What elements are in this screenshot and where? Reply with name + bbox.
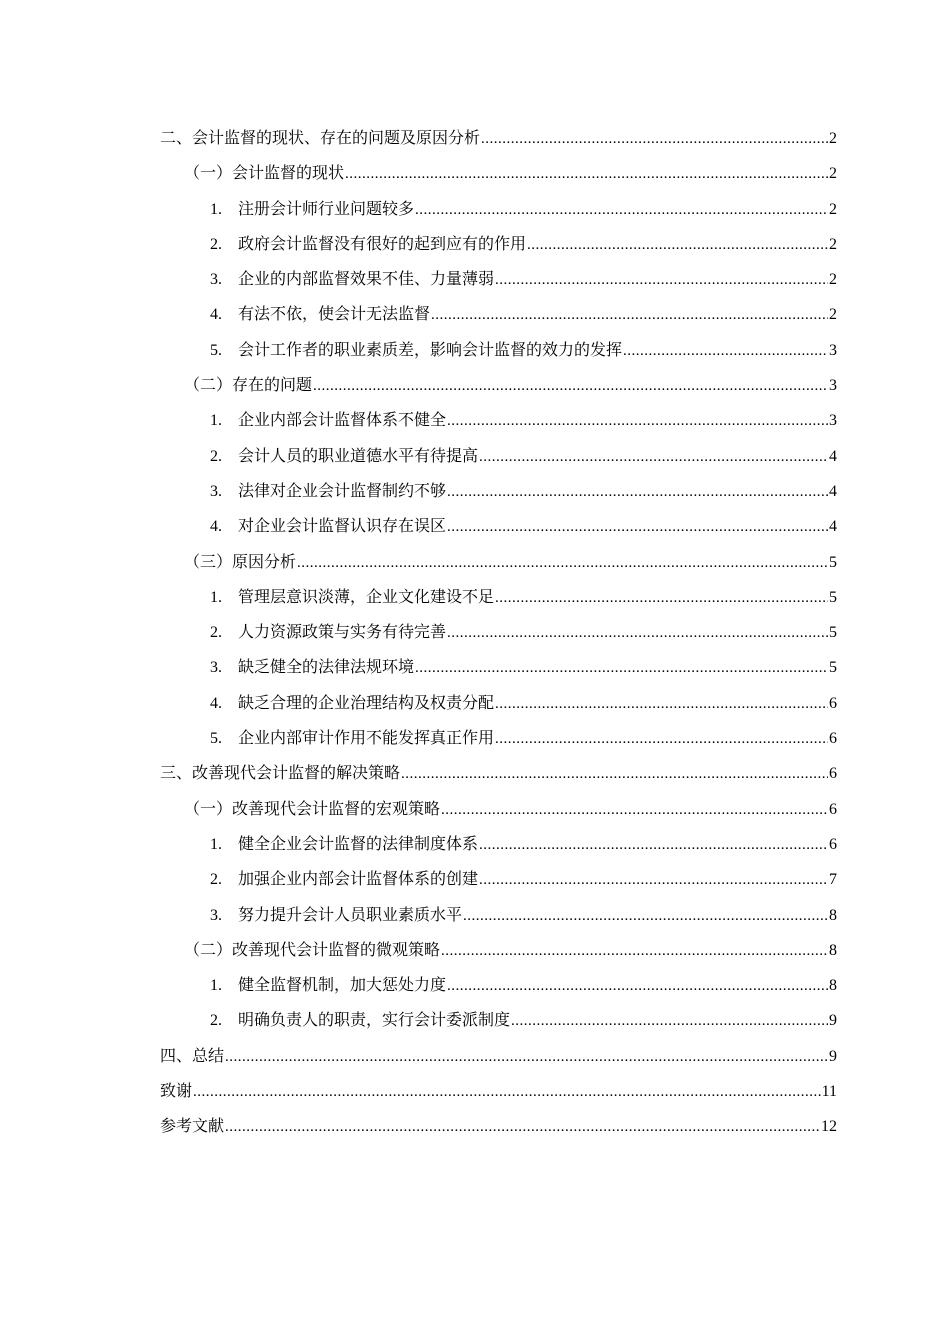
toc-leader-dots: [401, 757, 828, 792]
toc-page-number: 2: [829, 271, 837, 289]
toc-entry-title: 会计人员的职业道德水平有待提高: [238, 445, 479, 465]
toc-leader-dots: [447, 510, 828, 545]
toc-leader-dots: [441, 934, 828, 969]
toc-entry-number: 2.: [210, 235, 222, 253]
toc-entry-number: 1.: [210, 977, 222, 995]
table-of-contents: [160, 120, 837, 1144]
toc-entry-title: 企业内部审计作用不能发挥真正作用: [238, 728, 495, 748]
toc-entry-title: 明确负责人的职责，实行会计委派制度: [238, 1010, 511, 1030]
toc-leader-dots: [225, 1110, 820, 1145]
toc-page-number: 2: [829, 165, 837, 183]
toc-leader-dots: [463, 899, 828, 934]
toc-entry-number: 2.: [210, 1012, 222, 1030]
toc-page-number: 7: [829, 871, 837, 889]
toc-leader-dots: [623, 334, 828, 369]
toc-leader-dots: [479, 440, 828, 475]
toc-page-number: 4: [829, 518, 837, 536]
toc-entry-title: 努力提升会计人员职业素质水平: [238, 904, 463, 924]
toc-page-number: 6: [829, 800, 837, 818]
toc-entry-title: 对企业会计监督认识存在误区: [238, 516, 447, 536]
toc-page-number: 8: [829, 977, 837, 995]
toc-entry[interactable]: [160, 191, 837, 226]
toc-leader-dots: [495, 722, 828, 757]
toc-entry[interactable]: [160, 967, 837, 1002]
toc-page-number: 9: [829, 1012, 837, 1030]
toc-entry-number: 1.: [210, 412, 222, 430]
toc-leader-dots: [447, 969, 828, 1004]
toc-entry[interactable]: [160, 120, 837, 155]
toc-entry-number: 1.: [210, 588, 222, 606]
toc-entry[interactable]: [160, 332, 837, 367]
toc-leader-dots: [415, 193, 828, 228]
toc-entry[interactable]: [160, 402, 837, 437]
toc-entry-number: 1.: [210, 200, 222, 218]
toc-leader-dots: [431, 298, 828, 333]
toc-leader-dots: [479, 828, 828, 863]
toc-entry-title: 健全监督机制，加大惩处力度: [238, 975, 447, 995]
toc-entry-title: （三）原因分析: [184, 551, 297, 571]
toc-entry[interactable]: [160, 1002, 837, 1037]
toc-page-number: 5: [829, 624, 837, 642]
toc-leader-dots: [495, 581, 828, 616]
toc-entry-number: 3.: [210, 271, 222, 289]
toc-entry-title: 致谢: [160, 1081, 193, 1101]
toc-entry-title: 人力资源政策与实务有待完善: [238, 622, 447, 642]
toc-leader-dots: [345, 157, 828, 192]
toc-leader-dots: [441, 793, 828, 828]
toc-entry-title: 参考文献: [160, 1116, 225, 1136]
toc-page-number: 4: [829, 447, 837, 465]
toc-entry[interactable]: [160, 861, 837, 896]
toc-page-number: 5: [829, 553, 837, 571]
toc-page-number: 3: [829, 377, 837, 395]
toc-entry-number: 5.: [210, 341, 222, 359]
toc-entry-number: 2.: [210, 871, 222, 889]
toc-entry-title: 二、会计监督的现状、存在的问题及原因分析: [160, 128, 481, 147]
toc-leader-dots: [479, 863, 828, 898]
toc-entry-number: 3.: [210, 482, 222, 500]
toc-page-number: 5: [829, 588, 837, 606]
toc-entry[interactable]: [160, 296, 837, 331]
toc-entry[interactable]: [160, 791, 837, 826]
toc-entry[interactable]: [160, 826, 837, 861]
toc-entry-number: 3.: [210, 906, 222, 924]
toc-leader-dots: [481, 122, 828, 157]
toc-entry-title: 法律对企业会计监督制约不够: [238, 480, 447, 500]
toc-page-number: 9: [829, 1047, 837, 1065]
toc-entry-title: （二）存在的问题: [184, 375, 313, 395]
toc-leader-dots: [297, 546, 828, 581]
toc-entry-title: （一）会计监督的现状: [184, 163, 345, 183]
toc-entry[interactable]: [160, 649, 837, 684]
toc-entry-title: 缺乏健全的法律法规环境: [238, 657, 415, 677]
toc-entry[interactable]: [160, 367, 837, 402]
toc-entry-title: 缺乏合理的企业治理结构及权责分配: [238, 692, 495, 712]
toc-leader-dots: [527, 228, 828, 263]
toc-entry-number: 2.: [210, 447, 222, 465]
toc-leader-dots: [193, 1075, 821, 1110]
toc-page-number: 6: [829, 694, 837, 712]
toc-leader-dots: [495, 687, 828, 722]
toc-page-number: 8: [829, 906, 837, 924]
toc-page-number: 5: [829, 659, 837, 677]
toc-entry-title: 注册会计师行业问题较多: [238, 198, 415, 218]
toc-page-number: 2: [829, 130, 837, 147]
toc-page-number: 6: [829, 730, 837, 748]
toc-entry[interactable]: [160, 720, 837, 755]
toc-entry[interactable]: [160, 755, 837, 790]
toc-entry[interactable]: [160, 1073, 837, 1108]
toc-entry-title: 企业的内部监督效果不佳、力量薄弱: [238, 269, 495, 289]
toc-entry[interactable]: [160, 685, 837, 720]
toc-page-number: 4: [829, 482, 837, 500]
toc-entry[interactable]: [160, 473, 837, 508]
toc-entry[interactable]: [160, 261, 837, 296]
toc-entry-title: 健全企业会计监督的法律制度体系: [238, 833, 479, 853]
toc-leader-dots: [447, 404, 828, 439]
toc-page-number: 2: [829, 306, 837, 324]
toc-page-number: 8: [829, 941, 837, 959]
toc-entry[interactable]: [160, 438, 837, 473]
toc-leader-dots: [511, 1004, 828, 1039]
toc-page-number: 2: [829, 235, 837, 253]
toc-page-number: 2: [829, 200, 837, 218]
toc-entry-number: 4.: [210, 694, 222, 712]
toc-leader-dots: [447, 616, 828, 651]
toc-entry-number: 4.: [210, 518, 222, 536]
toc-entry[interactable]: [160, 226, 837, 261]
toc-entry-number: 3.: [210, 659, 222, 677]
toc-leader-dots: [447, 475, 828, 510]
toc-page-number: 6: [829, 835, 837, 853]
toc-entry[interactable]: [160, 932, 837, 967]
toc-page-number: 3: [829, 412, 837, 430]
toc-page-number: 12: [821, 1118, 837, 1136]
toc-entry-title: 加强企业内部会计监督体系的创建: [238, 869, 479, 889]
toc-leader-dots: [415, 651, 828, 686]
toc-entry-number: 2.: [210, 624, 222, 642]
toc-entry-title: （二）改善现代会计监督的微观策略: [184, 939, 441, 959]
toc-entry-number: 5.: [210, 730, 222, 748]
toc-entry[interactable]: [160, 1108, 837, 1143]
toc-entry-title: 企业内部会计监督体系不健全: [238, 410, 447, 430]
toc-entry-title: 四、总结: [160, 1045, 225, 1065]
toc-entry-title: 三、改善现代会计监督的解决策略: [160, 763, 401, 783]
toc-leader-dots: [313, 369, 828, 404]
toc-leader-dots: [225, 1040, 828, 1075]
toc-entry[interactable]: [160, 579, 837, 614]
toc-entry[interactable]: [160, 1038, 837, 1073]
toc-entry[interactable]: [160, 614, 837, 649]
toc-leader-dots: [495, 263, 828, 298]
toc-entry-number: 4.: [210, 306, 222, 324]
toc-entry-title: 管理层意识淡薄，企业文化建设不足: [238, 586, 495, 606]
toc-page-number: 6: [829, 765, 837, 783]
toc-page-number: 3: [829, 341, 837, 359]
toc-entry[interactable]: [160, 544, 837, 579]
toc-page-number: 11: [821, 1083, 837, 1101]
toc-entry[interactable]: [160, 508, 837, 543]
toc-entry-number: 1.: [210, 835, 222, 853]
toc-entry-title: 政府会计监督没有很好的起到应有的作用: [238, 233, 527, 253]
toc-entry[interactable]: [160, 155, 837, 190]
toc-entry-title: 有法不依，使会计无法监督: [238, 304, 431, 324]
toc-entry[interactable]: [160, 897, 837, 932]
toc-entry-title: （一）改善现代会计监督的宏观策略: [184, 798, 441, 818]
toc-entry-title: 会计工作者的职业素质差，影响会计监督的效力的发挥: [238, 339, 623, 359]
